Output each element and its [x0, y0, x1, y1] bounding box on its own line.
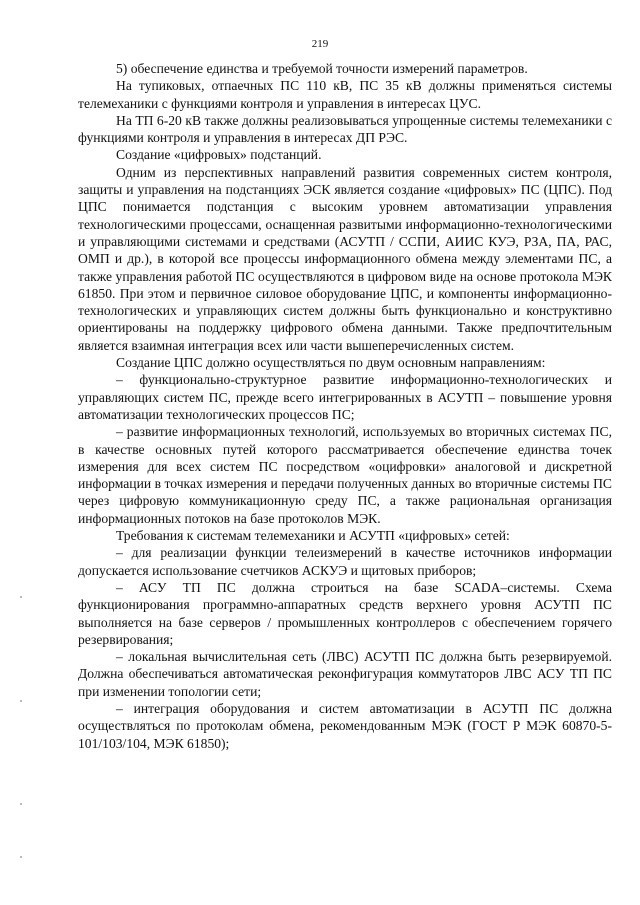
list-item-lan-redundancy: – локальная вычислительная сеть (ЛВС) АСУТП ПС должна быть резервируемой. Должна обеспечиваться автоматическая реконфигурация коммутаторов ЛВС АСУ ТП ПС при изменении топологии сети;: [78, 649, 612, 699]
paragraph-list-item-5: 5) обеспечение единства и требуемой точности измерений параметров.: [116, 61, 528, 76]
scan-mark: [20, 856, 22, 858]
paragraph-requirements-heading: Требования к системам телемеханики и АСУТП «цифровых» сетей:: [116, 528, 510, 544]
list-item-scada: – АСУ ТП ПС должна строиться на базе SCADA–системы. Схема функционирования программно-аппаратных средств верхнего уровня АСУТП ПС выполняется на базе серверов / промышленных контроллеров с обеспечением горячего резервирования;: [78, 579, 612, 647]
list-item-functional-structural: – функционально-структурное развитие информационно-технологических и управляющих систем ПС, прежде всего интегрированных в АСУТП – повышение уровня автоматизации технологических процессов ПС;: [78, 372, 612, 422]
page-body: [78, 60, 612, 752]
scan-mark: [20, 596, 22, 598]
list-item-telemeasurement: – для реализации функции телеизмерений в качестве источников информации допускается использование счетчиков АСКУЭ и щитовых приборов;: [78, 545, 612, 578]
section-heading-digital-substations: Создание «цифровых» подстанций.: [116, 147, 322, 163]
paragraph-tp-6-20kv: На ТП 6-20 кВ также должны реализовываться упрощенные системы телемеханики с функциями контроля и управления в интересах ДП РЭС.: [78, 112, 612, 146]
page-number: 219: [311, 38, 329, 50]
list-item-protocol-integration: – интеграция оборудования и систем автоматизации в АСУТП ПС должна осуществляться по протоколам обмена, рекомендованным МЭК (ГОСТ Р МЭК 60870-5-101/103/104, МЭК 61850);: [78, 700, 612, 751]
paragraph-two-directions: Создание ЦПС должно осуществляться по двум основным направлениям:: [116, 355, 546, 371]
paragraph-digital-substation-definition: Одним из перспективных направлений развития современных систем контроля, защиты и управления на подстанциях ЭСК является создание «цифровых» ПС (ЦПС). Под ЦПС понимается подстанция с высоким уровнем автоматизации управления технологическими процессами, оснащенная развитыми информационно-технологическими и управляющими системами и средствами (АСУТП / ССПИ, АИИС КУЭ, РЗА, ПА, РАС, ОМП и др.), в которой все процессы информационного обмена между элементами ПС, а также управления работой ПС осуществляются в цифровом виде на основе протокола МЭК 61850. При этом и первичное силовое оборудование ЦПС, и компоненты информационно-технологических и управляющих систем должны быть функционально и конструктивно ориентированы на поддержку цифрового обмена данными. Также предпочтительным является взаимная интеграция всех или части вышеперечисленных систем.: [78, 164, 612, 353]
list-item-information-technologies: – развитие информационных технологий, используемых во вторичных системах ПС, в качестве основных путей которого рассматривается обеспечение единства точек измерения для всех систем ПС посредством «оцифровки» аналоговой и дискретной информации в точках измерения и передачи полученных данных во вторичные системы ПС через цифровую коммуникационную среду ПС, а также рациональная организация информационных потоков на базе протоколов МЭК.: [78, 424, 612, 526]
scan-mark: [20, 700, 22, 702]
scan-mark: [20, 803, 22, 805]
paragraph-dead-end-substations: На тупиковых, отпаечных ПС 110 кВ, ПС 35 кВ должны применяться системы телемеханики с функциями контроля и управления в интересах ЦУС.: [78, 78, 612, 111]
